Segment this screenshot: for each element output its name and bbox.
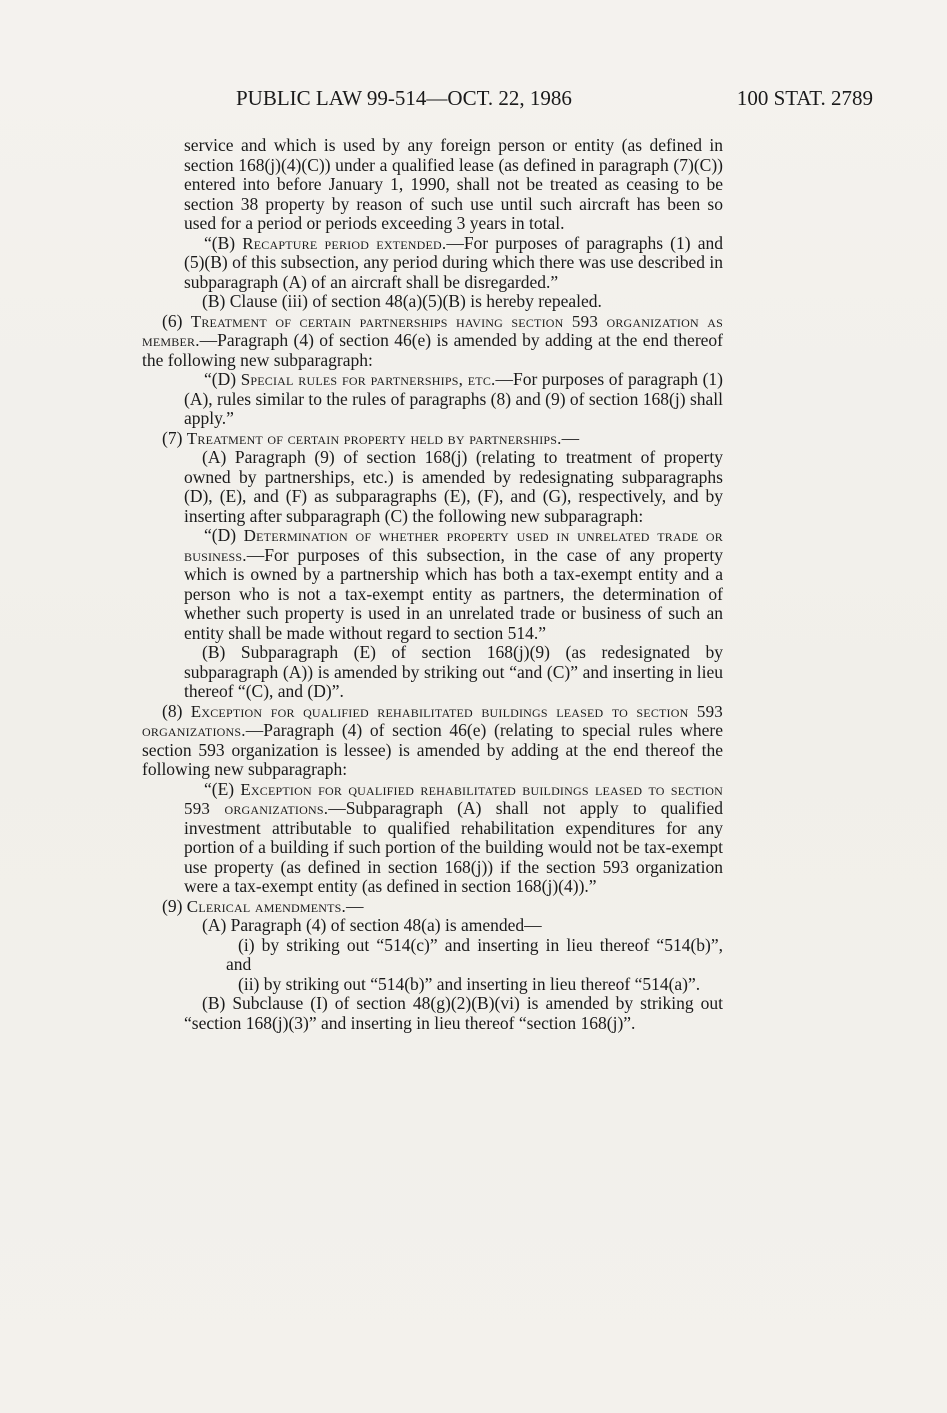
paragraph: service and which is used by any foreign person or entity (as defined in section 168(j)(4)(C)) under a qualified lease (as defined in paragraph (7)(C)) entered into before January 1, 1990, shall not be treated as ceasing to be section 38 property by reason of such use until such aircraft has been so used for a period or periods exceeding 3 years in total. bbox=[184, 135, 723, 233]
page-header bbox=[236, 86, 873, 116]
document-body bbox=[142, 136, 723, 1033]
paragraph: (B) Subclause (I) of section 48(g)(2)(B)(vi) is amended by striking out “section 168(j)(3)” and inserting in lieu thereof “section 168(j)”. bbox=[184, 993, 723, 1033]
paragraph: “(E) Exception for qualified rehabilitated buildings leased to section 593 organizations.—Subparagraph (A) shall not apply to qualified investment attributable to qualified rehabilitation expenditures for any portion of a building if such portion of the building would not be tax-exempt use property (as defined in section 168(j)) if the section 593 organization were a tax-exempt entity (as defined in section 168(j)(4)).” bbox=[184, 778, 724, 896]
paragraph: (B) Subparagraph (E) of section 168(j)(9) (as redesignated by subparagraph (A)) is amended by striking out “and (C)” and inserting in lieu thereof “(C), and (D)”. bbox=[184, 642, 723, 701]
paragraph: (8) Exception for qualified rehabilitated buildings leased to section 593 organizations.—Paragraph (4) of section 46(e) (relating to special rules where section 593 organization is lessee) is amended by adding at the end thereof the following new subparagraph: bbox=[142, 700, 724, 779]
paragraph: “(D) Special rules for partnerships, etc.—For purposes of paragraph (1)(A), rules similar to the rules of paragraphs (8) and (9) of section 168(j) shall apply.” bbox=[184, 369, 723, 428]
paragraph: (A) Paragraph (9) of section 168(j) (relating to treatment of property owned by partnerships, etc.) is amended by redesignating subparagraphs (D), (E), and (F) as subparagraphs (E), (F), and (G), respectively, and by inserting after subparagraph (C) the following new subparagraph: bbox=[184, 447, 723, 526]
paragraph: (i) by striking out “514(c)” and inserting in lieu thereof “514(b)”, and bbox=[226, 934, 723, 974]
paragraph: “(D) Determination of whether property used in unrelated trade or business.—For purposes of this subsection, in the case of any property which is owned by a partnership which has both a tax-exempt entity and a person who is not a tax-exempt entity as partners, the determination of whether such property is used in an unrelated trade or business of such an entity shall be made without regard to section 514.” bbox=[184, 525, 724, 643]
paragraph: (A) Paragraph (4) of section 48(a) is amended— bbox=[202, 915, 542, 935]
paragraph: (B) Clause (iii) of section 48(a)(5)(B) is hereby repealed. bbox=[202, 291, 602, 311]
paragraph: “(B) Recapture period extended.—For purposes of paragraphs (1) and (5)(B) of this subsection, any period during which there was use described in subparagraph (A) of an aircraft shall be disregarded.” bbox=[184, 232, 723, 292]
paragraph: (6) Treatment of certain partnerships having section 593 organization as member.—Paragraph (4) of section 46(e) is amended by adding at the end thereof the following new subparagraph: bbox=[142, 310, 724, 370]
paragraph: (9) Clerical amendments.— bbox=[162, 895, 364, 916]
header-law-title: PUBLIC LAW 99-514—OCT. 22, 1986 bbox=[236, 86, 572, 110]
paragraph: (7) Treatment of certain property held by partnerships.— bbox=[162, 427, 580, 448]
header-page-number: 100 STAT. 2789 bbox=[736, 86, 873, 110]
paragraph: (ii) by striking out “514(b)” and inserting in lieu thereof “514(a)”. bbox=[238, 973, 701, 994]
